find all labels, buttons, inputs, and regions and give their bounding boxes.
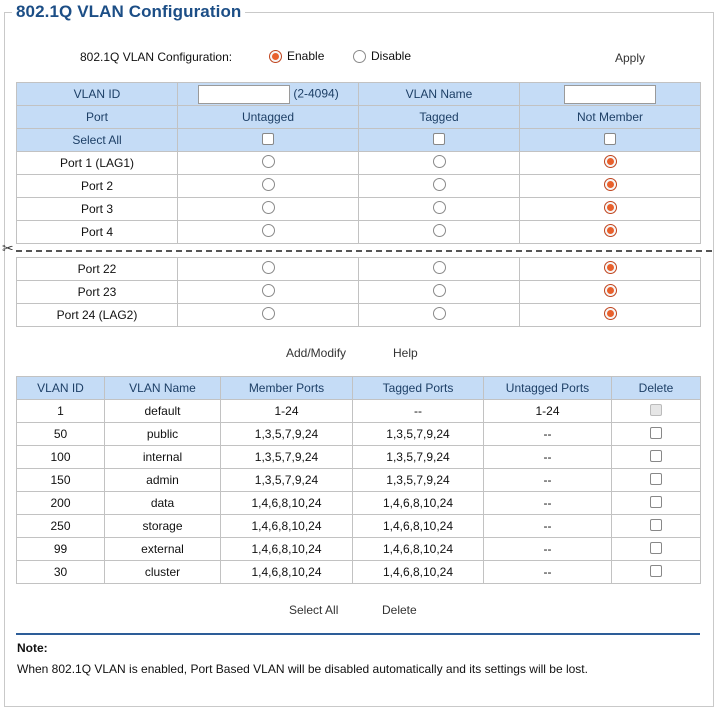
scissors-icon: ✂ xyxy=(2,240,14,256)
untagged-radio[interactable] xyxy=(262,201,275,214)
delete-checkbox[interactable] xyxy=(650,427,662,439)
vlan-name-cell: default xyxy=(105,400,221,423)
vlan-name-input[interactable] xyxy=(564,85,656,104)
untagged-ports-cell: -- xyxy=(484,538,612,561)
not-member-radio[interactable] xyxy=(604,178,617,191)
table-row xyxy=(17,400,701,423)
port-name: Port 2 xyxy=(17,175,178,198)
port-name: Port 4 xyxy=(17,221,178,244)
vlan-id-cell: 50 xyxy=(17,423,105,446)
untagged-ports-cell: -- xyxy=(484,515,612,538)
tagged-radio[interactable] xyxy=(433,261,446,274)
page-title: 802.1Q VLAN Configuration xyxy=(12,2,245,22)
vlan-list-table xyxy=(16,376,701,584)
port-row xyxy=(17,198,701,221)
port-row xyxy=(17,304,701,327)
port-header: Port xyxy=(17,106,178,129)
not-member-radio[interactable] xyxy=(604,261,617,274)
note-divider xyxy=(16,633,700,635)
vlan-id-label: VLAN ID xyxy=(17,83,178,106)
tagged-ports-cell: 1,3,5,7,9,24 xyxy=(353,469,484,492)
vlan-id-cell: 200 xyxy=(17,492,105,515)
note-text: When 802.1Q VLAN is enabled, Port Based VLAN will be disabled automatically and its settings will be lost. xyxy=(17,662,588,676)
not-member-radio[interactable] xyxy=(604,284,617,297)
tagged-ports-cell: 1,3,5,7,9,24 xyxy=(353,446,484,469)
member-ports-cell: 1,3,5,7,9,24 xyxy=(221,469,353,492)
vlan-name-cell: data xyxy=(105,492,221,515)
not-member-radio[interactable] xyxy=(604,155,617,168)
vlan-id-cell: 250 xyxy=(17,515,105,538)
tagged-radio[interactable] xyxy=(433,307,446,320)
delete-checkbox[interactable] xyxy=(650,473,662,485)
select-all-button[interactable]: Select All xyxy=(289,603,339,617)
port-row xyxy=(17,221,701,244)
vlan-name-cell: admin xyxy=(105,469,221,492)
member-ports-cell: 1,4,6,8,10,24 xyxy=(221,515,353,538)
vlan-id-cell: 99 xyxy=(17,538,105,561)
delete-checkbox[interactable] xyxy=(650,565,662,577)
member-ports-cell: 1,3,5,7,9,24 xyxy=(221,423,353,446)
select-all-untagged-checkbox[interactable] xyxy=(262,133,274,145)
table-row xyxy=(17,492,701,515)
vlan-id-cell: 1 xyxy=(17,400,105,423)
not-member-radio[interactable] xyxy=(604,307,617,320)
ports-bottom-table xyxy=(16,257,701,327)
member-ports-cell: 1,3,5,7,9,24 xyxy=(221,446,353,469)
select-all-not-member-checkbox[interactable] xyxy=(604,133,616,145)
port-name: Port 1 (LAG1) xyxy=(17,152,178,175)
col-delete: Delete xyxy=(612,377,701,400)
disable-label: Disable xyxy=(371,49,412,63)
disable-option[interactable] xyxy=(353,49,411,63)
not-member-radio[interactable] xyxy=(604,201,617,214)
vlan-form-table xyxy=(16,82,701,244)
port-row xyxy=(17,258,701,281)
port-name: Port 22 xyxy=(17,258,178,281)
member-ports-cell: 1,4,6,8,10,24 xyxy=(221,538,353,561)
untagged-ports-cell: 1-24 xyxy=(484,400,612,423)
vlan-id-input[interactable] xyxy=(198,85,290,104)
tagged-header: Tagged xyxy=(359,106,520,129)
member-ports-cell: 1,4,6,8,10,24 xyxy=(221,561,353,584)
port-name: Port 23 xyxy=(17,281,178,304)
col-tagged-ports: Tagged Ports xyxy=(353,377,484,400)
tagged-radio[interactable] xyxy=(433,224,446,237)
col-untagged-ports: Untagged Ports xyxy=(484,377,612,400)
col-vlan-name: VLAN Name xyxy=(105,377,221,400)
untagged-ports-cell: -- xyxy=(484,469,612,492)
tagged-radio[interactable] xyxy=(433,284,446,297)
add-modify-button[interactable]: Add/Modify xyxy=(286,346,347,360)
untagged-ports-cell: -- xyxy=(484,446,612,469)
tagged-radio[interactable] xyxy=(433,155,446,168)
table-row xyxy=(17,561,701,584)
vlan-id-cell: 100 xyxy=(17,446,105,469)
port-name: Port 3 xyxy=(17,198,178,221)
table-row xyxy=(17,538,701,561)
note-title: Note: xyxy=(17,641,48,655)
tagged-ports-cell: 1,4,6,8,10,24 xyxy=(353,538,484,561)
enable-label: Enable xyxy=(287,49,325,63)
untagged-radio[interactable] xyxy=(262,307,275,320)
port-row xyxy=(17,281,701,304)
delete-checkbox xyxy=(650,404,662,416)
apply-button[interactable]: Apply xyxy=(615,51,646,65)
vlan-name-cell: cluster xyxy=(105,561,221,584)
vlan-id-cell: 150 xyxy=(17,469,105,492)
vlan-name-label: VLAN Name xyxy=(359,83,520,106)
vlan-id-cell: 30 xyxy=(17,561,105,584)
vlan-name-cell xyxy=(520,83,701,106)
vlan-id-range: (2-4094) xyxy=(293,86,339,101)
table-row xyxy=(17,515,701,538)
table-row xyxy=(17,446,701,469)
col-member-ports: Member Ports xyxy=(221,377,353,400)
cut-separator xyxy=(16,250,712,252)
untagged-radio[interactable] xyxy=(262,155,275,168)
col-vlan-id: VLAN ID xyxy=(17,377,105,400)
tagged-ports-cell: 1,4,6,8,10,24 xyxy=(353,492,484,515)
untagged-ports-cell: -- xyxy=(484,423,612,446)
untagged-radio[interactable] xyxy=(262,261,275,274)
not-member-radio[interactable] xyxy=(604,224,617,237)
member-ports-cell: 1-24 xyxy=(221,400,353,423)
enable-option[interactable] xyxy=(269,49,324,63)
tagged-ports-cell: 1,3,5,7,9,24 xyxy=(353,423,484,446)
delete-button[interactable]: Delete xyxy=(382,603,417,617)
select-all-tagged-checkbox[interactable] xyxy=(433,133,445,145)
tagged-ports-cell: -- xyxy=(353,400,484,423)
vlan-name-cell: external xyxy=(105,538,221,561)
table-row xyxy=(17,469,701,492)
table-row xyxy=(17,423,701,446)
help-button[interactable]: Help xyxy=(393,346,418,360)
untagged-header: Untagged xyxy=(178,106,359,129)
tagged-ports-cell: 1,4,6,8,10,24 xyxy=(353,515,484,538)
untagged-radio[interactable] xyxy=(262,178,275,191)
port-row xyxy=(17,175,701,198)
delete-checkbox[interactable] xyxy=(650,450,662,462)
vlan-config-label: 802.1Q VLAN Configuration: xyxy=(80,50,233,64)
tagged-radio[interactable] xyxy=(433,201,446,214)
untagged-ports-cell: -- xyxy=(484,492,612,515)
delete-checkbox[interactable] xyxy=(650,519,662,531)
disable-radio[interactable] xyxy=(353,50,366,63)
vlan-id-cell xyxy=(178,83,359,106)
delete-checkbox[interactable] xyxy=(650,496,662,508)
vlan-name-cell: internal xyxy=(105,446,221,469)
not-member-header: Not Member xyxy=(520,106,701,129)
vlan-name-cell: storage xyxy=(105,515,221,538)
enable-radio[interactable] xyxy=(269,50,282,63)
port-name: Port 24 (LAG2) xyxy=(17,304,178,327)
member-ports-cell: 1,4,6,8,10,24 xyxy=(221,492,353,515)
untagged-ports-cell: -- xyxy=(484,561,612,584)
vlan-name-cell: public xyxy=(105,423,221,446)
delete-checkbox[interactable] xyxy=(650,542,662,554)
tagged-ports-cell: 1,4,6,8,10,24 xyxy=(353,561,484,584)
port-row xyxy=(17,152,701,175)
untagged-radio[interactable] xyxy=(262,224,275,237)
untagged-radio[interactable] xyxy=(262,284,275,297)
select-all-label: Select All xyxy=(17,129,178,152)
tagged-radio[interactable] xyxy=(433,178,446,191)
